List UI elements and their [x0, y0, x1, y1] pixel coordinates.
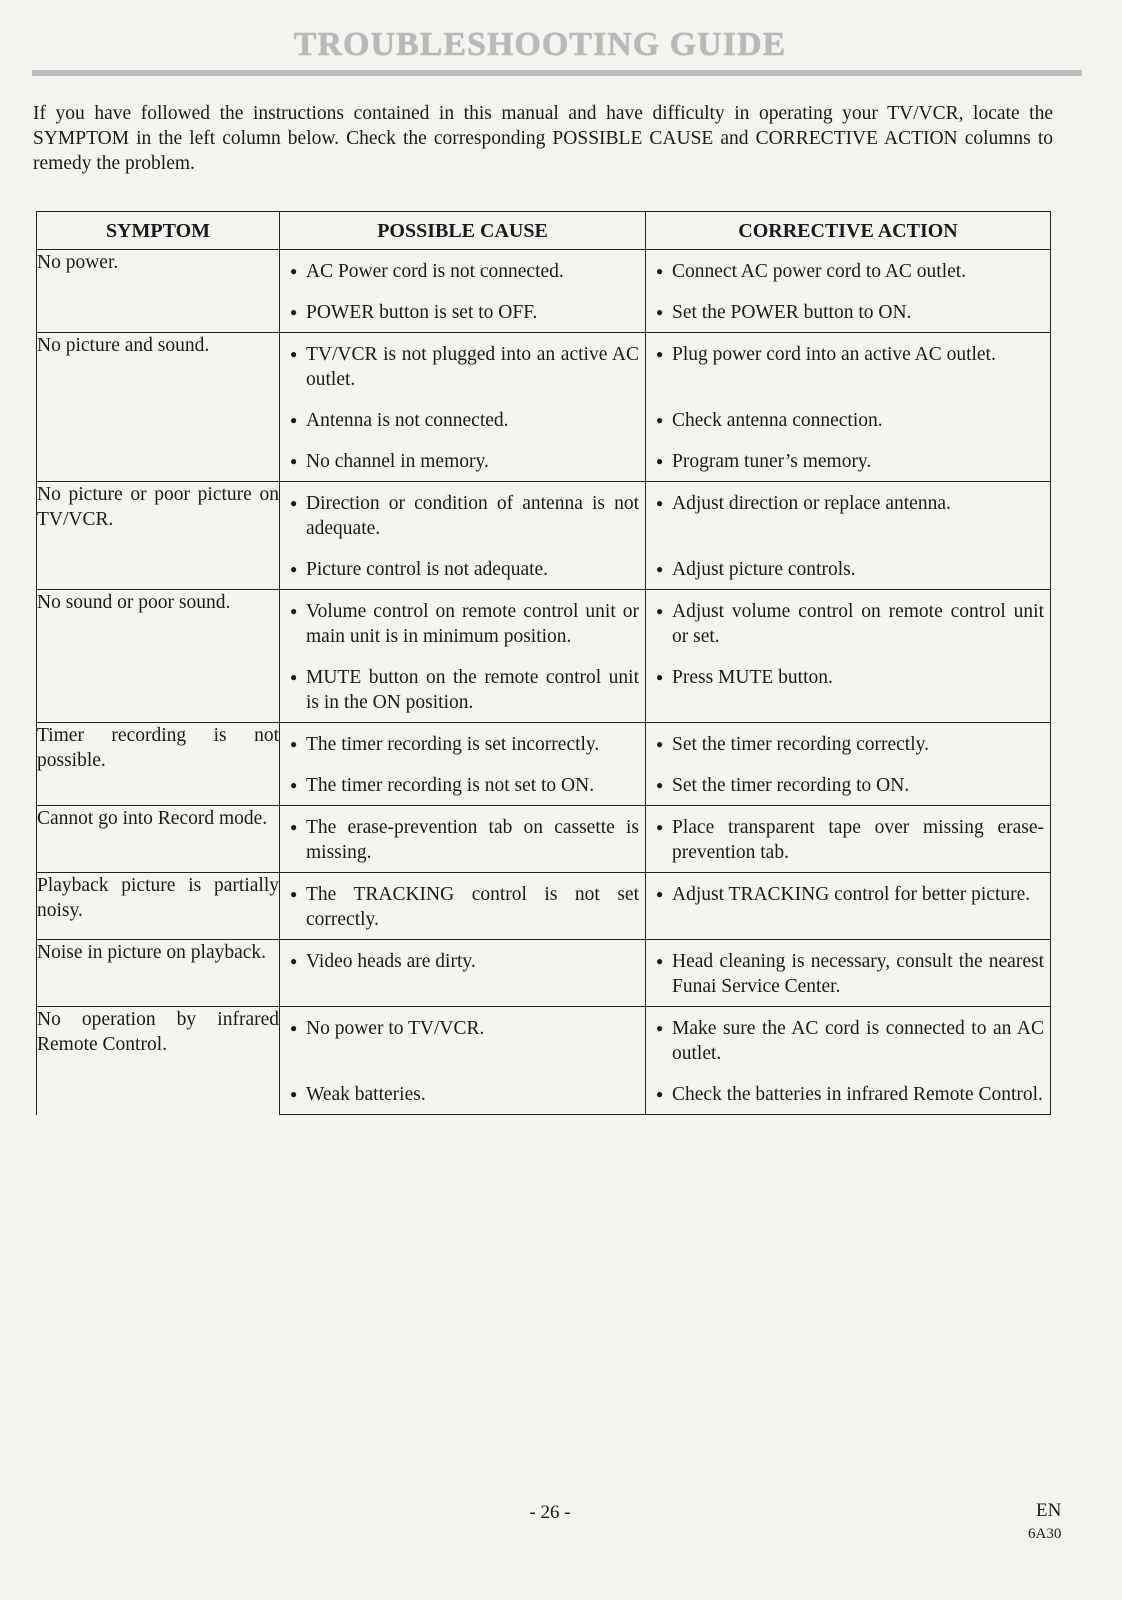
- action-text: Adjust TRACKING control for better picture.: [672, 884, 1031, 905]
- table-row: [37, 482, 1051, 549]
- list-item: [646, 764, 1050, 805]
- action-cell: [646, 548, 1051, 590]
- cause-text: No power to TV/VCR.: [306, 1018, 485, 1039]
- list-item: [646, 806, 1050, 872]
- action-cell: [646, 723, 1051, 765]
- action-cell: [646, 250, 1051, 292]
- cause-cell: [280, 440, 646, 482]
- list-item: [280, 440, 645, 481]
- bullet-icon: ●: [290, 820, 298, 834]
- list-item: [280, 723, 645, 764]
- action-text: Check antenna connection.: [672, 410, 883, 431]
- table-row: [37, 333, 1051, 400]
- bullet-icon: ●: [290, 954, 298, 968]
- bullet-icon: ●: [290, 737, 298, 751]
- action-text: Head cleaning is necessary, consult the nearest Funai Service Center.: [672, 951, 1044, 997]
- action-text: Set the POWER button to ON.: [672, 302, 912, 323]
- symptom-cell: Cannot go into Record mode.: [37, 806, 280, 873]
- bullet-icon: ●: [656, 562, 664, 576]
- cause-cell: [280, 764, 646, 806]
- cause-text: No channel in memory.: [306, 451, 489, 472]
- cause-cell: [280, 590, 646, 657]
- list-item: [280, 333, 645, 399]
- cause-text: MUTE button on the remote control unit is in the ON position.: [306, 667, 639, 713]
- table-row: [37, 806, 1051, 873]
- bullet-icon: ●: [656, 264, 664, 278]
- bullet-icon: ●: [656, 778, 664, 792]
- cause-text: Antenna is not connected.: [306, 410, 509, 431]
- action-text: Adjust picture controls.: [672, 559, 856, 580]
- list-item: [280, 291, 645, 332]
- cause-text: The timer recording is not set to ON.: [306, 775, 595, 796]
- list-item: [646, 440, 1050, 481]
- bullet-icon: ●: [656, 820, 664, 834]
- bullet-icon: ●: [290, 887, 298, 901]
- cause-text: POWER button is set to OFF.: [306, 302, 538, 323]
- cause-cell: [280, 399, 646, 440]
- bullet-icon: ●: [656, 454, 664, 468]
- list-item: [646, 482, 1050, 523]
- cause-cell: [280, 250, 646, 292]
- bullet-icon: ●: [290, 496, 298, 510]
- list-item: [646, 590, 1050, 656]
- table-row: [37, 590, 1051, 657]
- list-item: [280, 1007, 645, 1048]
- header-symptom: SYMPTOM: [37, 212, 280, 250]
- header-possible-cause: POSSIBLE CAUSE: [280, 212, 646, 250]
- cause-cell: [280, 723, 646, 765]
- list-item: [646, 1007, 1050, 1073]
- list-item: [280, 656, 645, 722]
- cause-text: AC Power cord is not connected.: [306, 261, 564, 282]
- bullet-icon: ●: [290, 413, 298, 427]
- bullet-icon: ●: [290, 264, 298, 278]
- action-cell: [646, 764, 1051, 806]
- table-row: [37, 723, 1051, 765]
- bullet-icon: ●: [290, 1087, 298, 1101]
- bullet-icon: ●: [656, 413, 664, 427]
- table-header-row: [37, 212, 1051, 250]
- action-cell: [646, 1007, 1051, 1074]
- bullet-icon: ●: [656, 496, 664, 510]
- action-text: Place transparent tape over missing erase-prevention tab.: [672, 817, 1044, 863]
- symptom-cell: No picture and sound.: [37, 333, 280, 482]
- list-item: [280, 399, 645, 440]
- action-cell: [646, 590, 1051, 657]
- bullet-icon: ●: [290, 305, 298, 319]
- action-cell: [646, 940, 1051, 1007]
- table-body: [37, 250, 1051, 1115]
- action-cell: [646, 656, 1051, 723]
- symptom-cell: Playback picture is partially noisy.: [37, 873, 280, 940]
- list-item: [280, 250, 645, 291]
- symptom-cell: No power.: [37, 250, 280, 333]
- language-code: EN: [1036, 1500, 1062, 1521]
- cause-cell: [280, 806, 646, 873]
- bullet-icon: ●: [656, 670, 664, 684]
- cause-cell: [280, 1073, 646, 1115]
- intro-paragraph: If you have followed the instructions contained in this manual and have difficulty in operating your TV/VCR, locate the SYMPTOM in the left column below. Check the corresponding POSSIBLE CAUSE and CORRECTIVE ACTION columns to remedy the problem.: [33, 103, 1053, 174]
- list-item: [646, 656, 1050, 697]
- action-text: Adjust direction or replace antenna.: [672, 493, 951, 514]
- list-item: [280, 548, 645, 589]
- table-row: [37, 1007, 1051, 1074]
- cause-text: The timer recording is set incorrectly.: [306, 734, 600, 755]
- bullet-icon: ●: [656, 887, 664, 901]
- cause-cell: [280, 873, 646, 940]
- action-text: Check the batteries in infrared Remote Control.: [672, 1084, 1043, 1105]
- document-code: 6A30: [1028, 1526, 1062, 1542]
- list-item: [646, 333, 1050, 374]
- bullet-icon: ●: [290, 1021, 298, 1035]
- action-cell: [646, 333, 1051, 400]
- list-item: [646, 723, 1050, 764]
- action-cell: [646, 806, 1051, 873]
- action-cell: [646, 440, 1051, 482]
- bullet-icon: ●: [656, 604, 664, 618]
- bullet-icon: ●: [656, 1087, 664, 1101]
- cause-cell: [280, 940, 646, 1007]
- symptom-cell: No picture or poor picture on TV/VCR.: [37, 482, 280, 590]
- list-item: [646, 548, 1050, 589]
- page-title: TROUBLESHOOTING GUIDE: [293, 26, 787, 63]
- list-item: [646, 399, 1050, 440]
- action-text: Plug power cord into an active AC outlet.: [672, 344, 996, 365]
- action-cell: [646, 291, 1051, 333]
- cause-text: The erase-prevention tab on cassette is missing.: [306, 817, 639, 863]
- list-item: [646, 1073, 1050, 1114]
- bullet-icon: ●: [290, 604, 298, 618]
- table-row: [37, 940, 1051, 1007]
- action-cell: [646, 399, 1051, 440]
- action-text: Connect AC power cord to AC outlet.: [672, 261, 967, 282]
- list-item: [280, 590, 645, 656]
- list-item: [280, 1073, 645, 1114]
- bullet-icon: ●: [290, 562, 298, 576]
- list-item: [646, 940, 1050, 1006]
- cause-cell: [280, 333, 646, 400]
- title-rule: [32, 70, 1082, 76]
- troubleshooting-table: [36, 211, 1051, 1115]
- list-item: [280, 940, 645, 981]
- symptom-cell: Noise in picture on playback.: [37, 940, 280, 1007]
- bullet-icon: ●: [290, 454, 298, 468]
- symptom-cell: Timer recording is not possible.: [37, 723, 280, 806]
- symptom-cell: No operation by infrared Remote Control.: [37, 1007, 280, 1115]
- bullet-icon: ●: [656, 737, 664, 751]
- cause-text: Direction or condition of antenna is not adequate.: [306, 493, 639, 539]
- bullet-icon: ●: [290, 347, 298, 361]
- cause-cell: [280, 656, 646, 723]
- action-text: Set the timer recording to ON.: [672, 775, 910, 796]
- cause-cell: [280, 1007, 646, 1074]
- cause-cell: [280, 291, 646, 333]
- list-item: [646, 250, 1050, 291]
- action-text: Make sure the AC cord is connected to an AC outlet.: [672, 1018, 1044, 1064]
- cause-text: Video heads are dirty.: [306, 951, 476, 972]
- action-text: Program tuner’s memory.: [672, 451, 872, 472]
- action-text: Set the timer recording correctly.: [672, 734, 930, 755]
- page-number: - 26 -: [529, 1502, 571, 1523]
- list-item: [280, 873, 645, 939]
- action-cell: [646, 873, 1051, 940]
- list-item: [280, 482, 645, 548]
- cause-cell: [280, 548, 646, 590]
- action-text: Press MUTE button.: [672, 667, 833, 688]
- bullet-icon: ●: [656, 347, 664, 361]
- list-item: [280, 764, 645, 805]
- list-item: [280, 806, 645, 872]
- list-item: [646, 291, 1050, 332]
- cause-text: Volume control on remote control unit or main unit is in minimum position.: [306, 601, 639, 647]
- list-item: [646, 873, 1050, 914]
- table-row: [37, 873, 1051, 940]
- symptom-cell: No sound or poor sound.: [37, 590, 280, 723]
- bullet-icon: ●: [656, 305, 664, 319]
- cause-cell: [280, 482, 646, 549]
- cause-text: TV/VCR is not plugged into an active AC outlet.: [306, 344, 639, 390]
- action-cell: [646, 1073, 1051, 1115]
- action-text: Adjust volume control on remote control unit or set.: [672, 601, 1044, 647]
- action-cell: [646, 482, 1051, 549]
- bullet-icon: ●: [656, 1021, 664, 1035]
- table-row: [37, 250, 1051, 292]
- bullet-icon: ●: [656, 954, 664, 968]
- bullet-icon: ●: [290, 778, 298, 792]
- cause-text: Weak batteries.: [306, 1084, 426, 1105]
- bullet-icon: ●: [290, 670, 298, 684]
- cause-text: The TRACKING control is not set correctly.: [306, 884, 639, 930]
- cause-text: Picture control is not adequate.: [306, 559, 549, 580]
- header-corrective-action: CORRECTIVE ACTION: [646, 212, 1051, 250]
